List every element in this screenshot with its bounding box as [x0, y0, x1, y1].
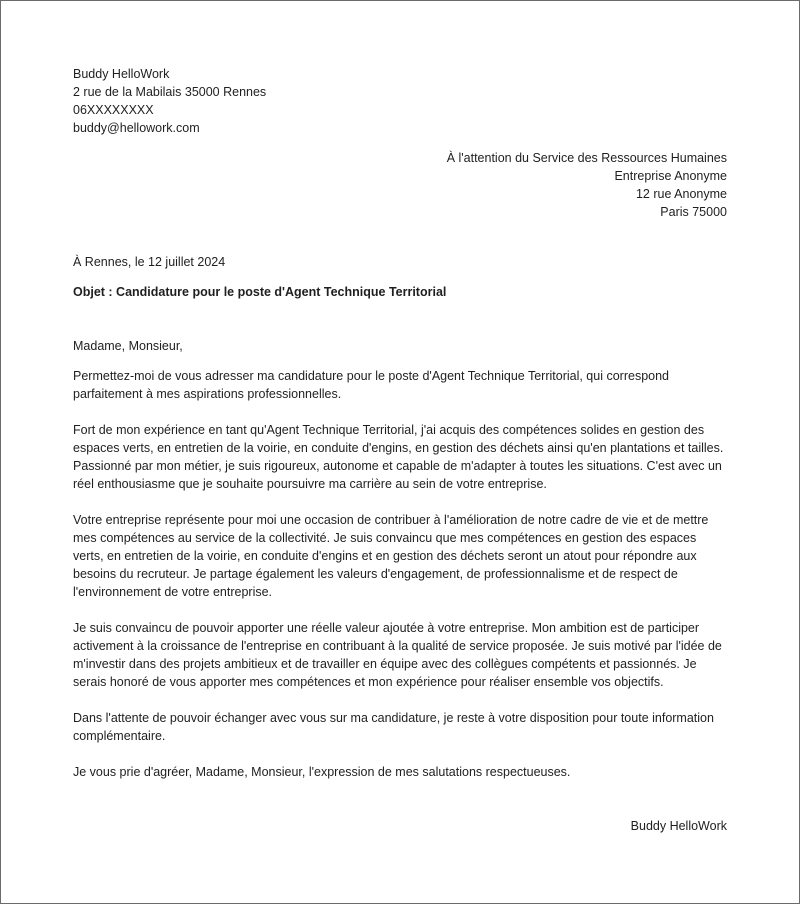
letter-subject: Objet : Candidature pour le poste d'Agent Technique Territorial	[73, 285, 447, 299]
body-paragraph: Dans l'attente de pouvoir échanger avec vous sur ma candidature, je reste à votre disposition pour toute information complémentaire.	[73, 711, 714, 743]
sender-phone: 06XXXXXXXX	[73, 103, 154, 117]
body-paragraph: Permettez-moi de vous adresser ma candidature pour le poste d'Agent Technique Territorial, qui correspond parfaitement à mes aspirations professionnelles.	[73, 369, 670, 401]
recipient-attention: À l'attention du Service des Ressources Humaines	[446, 151, 727, 165]
sender-name: Buddy HelloWork	[73, 67, 170, 81]
recipient-company: Entreprise Anonyme	[614, 169, 727, 183]
body-paragraph: Votre entreprise représente pour moi une occasion de contribuer à l'amélioration de notre cadre de vie et de mettre mes compétences au service de la collectivité. Je suis convaincu que mes compétences en gestion des espaces verts, en entretien de la voirie, en conduite d'engins et en gestion des déchets seront un atout pour répondre aux besoins du recruteur. Je partage également les valeurs d'engagement, de professionnalisme et de respect de l'environnement de votre entreprise.	[73, 513, 709, 599]
recipient-city: Paris 75000	[660, 205, 727, 219]
sender-email: buddy@hellowork.com	[73, 121, 200, 135]
letter-closing: Je vous prie d'agréer, Madame, Monsieur, l'expression de mes salutations respectueuses.	[73, 765, 571, 779]
sender-block	[73, 65, 727, 137]
sender-address: 2 rue de la Mabilais 35000 Rennes	[73, 85, 267, 99]
letter-signature: Buddy HelloWork	[630, 819, 727, 833]
body-paragraph: Je suis convaincu de pouvoir apporter une réelle valeur ajoutée à votre entreprise. Mon ambition est de participer activement à la croissance de l'entreprise en contribuant à la qualité de service proposée. Je suis motivé par l'idée de m'investir dans des projets ambitieux et de travailler en équipe avec des collègues compétents et passionnés. Je serais honoré de vous apporter mes compétences et mon expérience pour réaliser ensemble vos objectifs.	[73, 621, 722, 689]
letter-greeting: Madame, Monsieur,	[73, 339, 183, 353]
body-paragraph: Fort de mon expérience en tant qu'Agent Technique Territorial, j'ai acquis des compétences solides en gestion des espaces verts, en entretien de la voirie, en conduite d'engins, en gestion des déchets ainsi qu'en plantations et tailles. Passionné par mon métier, je suis rigoureux, autonome et capable de m'adapter à toutes les situations. C'est avec un réel enthousiasme que je souhaite poursuivre ma carrière au sein de votre entreprise.	[73, 423, 724, 491]
letter-date: À Rennes, le 12 juillet 2024	[73, 255, 226, 269]
recipient-street: 12 rue Anonyme	[635, 187, 727, 201]
recipient-block	[73, 149, 727, 221]
